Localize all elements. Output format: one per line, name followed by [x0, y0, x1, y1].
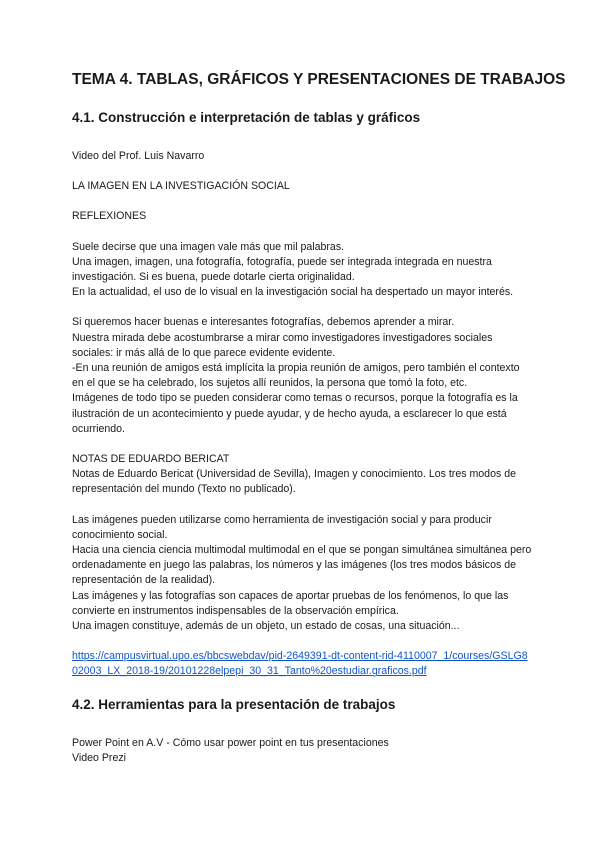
- paragraph: Si queremos hacer buenas e interesantes fotografías, debemos aprender a mirar.: [72, 316, 455, 329]
- paragraph: Hacia una ciencia ciencia multimodal multimodal en el que se pongan simultánea simultánea pero ordenadamente en juego las palabras, los números y las imágenes (los tres modos básicos de representación de la realidad).: [72, 544, 532, 587]
- notas-text: Notas de Eduardo Bericat (Universidad de Sevilla), Imagen y conocimiento. Los tres modos de representación del mundo (Texto no publicado).: [72, 468, 516, 496]
- paragraph: Nuestra mirada debe acostumbrarse a mirar como investigadores investigadores sociales sociales: ir más allá de lo que parece evidente evidente.: [72, 331, 493, 359]
- notas-label: NOTAS DE EDUARDO BERICAT: [72, 453, 230, 466]
- paragraph: Una imagen constituye, además de un objeto, un estado de cosas, una situación...: [72, 620, 460, 633]
- paragraph: -En una reunión de amigos está implícita la propia reunión de amigos, pero también el contexto en el que se ha celebrado, los sujetos allí reunidos, la persona que tomó la foto, etc.: [72, 362, 520, 390]
- paragraph: Suele decirse que una imagen vale más que mil palabras.: [72, 240, 345, 253]
- tool-line: Video Prezi: [72, 751, 126, 764]
- paragraph: Las imágenes y las fotografías son capaces de aportar pruebas de los fenómenos, lo que las convierte en instrumentos indispensables de la observación empírica.: [72, 589, 509, 617]
- video-line: Video del Prof. Luis Navarro: [72, 150, 205, 162]
- paragraph: Imágenes de todo tipo se pueden considerar como temas o recursos, porque la fotografía es la ilustración de un acontecimiento y puede ayudar, y de hecho ayuda, a esclarecer lo que está ocurriendo.: [72, 392, 518, 435]
- section-subtitle: LA IMAGEN EN LA INVESTIGACIÓN SOCIAL: [72, 180, 290, 193]
- section-heading-4-1: 4.1. Construcción e interpretación de tablas y gráficos: [72, 110, 421, 125]
- paragraph: Las imágenes pueden utilizarse como herramienta de investigación social y para producir conocimiento social.: [72, 513, 492, 541]
- tool-line: Power Point en A.V - Cómo usar power point en tus presentaciones: [72, 736, 389, 749]
- pdf-link[interactable]: https://campusvirtual.upo.es/bbcswebdav/pid-2649391-dt-content-rid-4110007_1/courses/GSLG802003_LX_2018-19/20101228elpepi_30_31_Tanto%20estudiar.graficos.pdf: [72, 650, 528, 678]
- reflexiones-label: REFLEXIONES: [72, 210, 147, 223]
- paragraph-group-3: [72, 513, 532, 635]
- paragraph-group-1: [72, 240, 532, 301]
- paragraph: Una imagen, imagen, una fotografía, fotografía, puede ser integrada integrada en nuestra investigación. Si es buena, puede dotarle cierta originalidad.: [72, 255, 492, 284]
- paragraph-group-2: [72, 315, 532, 437]
- section-heading-4-2: 4.2. Herramientas para la presentación de trabajos: [72, 696, 396, 712]
- paragraph: En la actualidad, el uso de lo visual en la investigación social ha despertado un mayor interés.: [72, 286, 514, 299]
- document-title: TEMA 4. TABLAS, GRÁFICOS Y PRESENTACIONES DE TRABAJOS: [72, 71, 566, 88]
- document-body: [72, 70, 566, 766]
